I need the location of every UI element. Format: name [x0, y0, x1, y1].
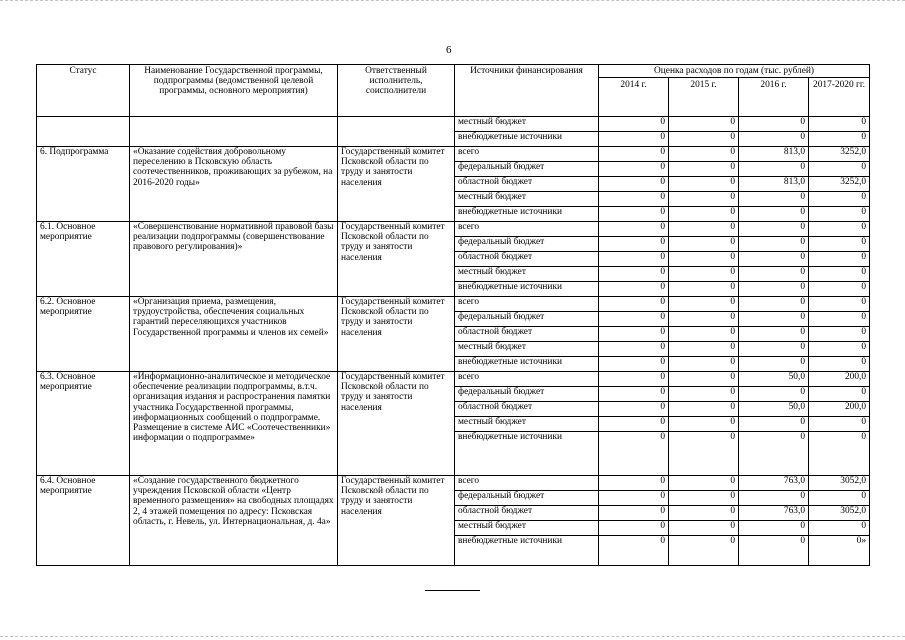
cell-executor: Государственный комитет Псковской области по труду и занятости населения — [338, 297, 455, 372]
cell-value: 0 — [669, 387, 739, 402]
cell-value: 0 — [599, 491, 669, 506]
cell-source: всего — [455, 476, 599, 491]
cell-value: 0 — [809, 432, 870, 476]
cell-value: 0 — [599, 521, 669, 536]
scan-edge-bottom — [0, 636, 905, 640]
cell-value: 0 — [739, 417, 809, 432]
cell-value: 0 — [669, 491, 739, 506]
cell-name — [130, 117, 338, 147]
cell-value: 0 — [669, 312, 739, 327]
page-number: 6 — [446, 44, 452, 56]
table-row — [37, 372, 870, 387]
cell-value: 0 — [669, 237, 739, 252]
cell-status: 6.1. Основное мероприятие — [37, 222, 130, 297]
cell-source: внебюджетные источники — [455, 432, 599, 476]
cell-source: федеральный бюджет — [455, 387, 599, 402]
cell-value: 0 — [669, 222, 739, 237]
end-separator-line — [425, 590, 480, 591]
cell-value: 50,0 — [739, 402, 809, 417]
cell-value: 0 — [599, 402, 669, 417]
cell-status: 6. Подпрограмма — [37, 147, 130, 222]
cell-value: 0 — [669, 177, 739, 192]
cell-value: 0 — [669, 162, 739, 177]
cell-value: 0 — [669, 506, 739, 521]
cell-source: местный бюджет — [455, 342, 599, 357]
cell-value: 0 — [809, 357, 870, 372]
cell-source: федеральный бюджет — [455, 162, 599, 177]
cell-value: 0 — [599, 162, 669, 177]
cell-value: 0 — [739, 252, 809, 267]
cell-value: 50,0 — [739, 372, 809, 387]
cell-value: 0 — [739, 162, 809, 177]
cell-source: федеральный бюджет — [455, 491, 599, 506]
cell-value: 0 — [599, 222, 669, 237]
cell-value: 0 — [599, 297, 669, 312]
cell-value: 0 — [669, 192, 739, 207]
cell-value: 0 — [809, 267, 870, 282]
cell-value: 0 — [599, 177, 669, 192]
header-executor: Ответственный исполнитель, соисполнители — [338, 65, 455, 117]
table-row — [37, 476, 870, 491]
cell-value: 0 — [599, 506, 669, 521]
cell-value: 0 — [599, 282, 669, 297]
cell-value: 0 — [669, 132, 739, 147]
scan-edge-top — [0, 0, 905, 4]
cell-value: 0 — [739, 342, 809, 357]
cell-value: 0 — [739, 222, 809, 237]
header-year-2015: 2015 г. — [669, 78, 739, 117]
cell-value: 200,0 — [809, 372, 870, 387]
cell-name: «Организация приема, размещения, трудоустройства, обеспечения социальных гарантий переселяющихся участников Государственной программы и членов их семей» — [130, 297, 338, 372]
cell-value: 813,0 — [739, 147, 809, 162]
cell-source: областной бюджет — [455, 506, 599, 521]
cell-source: местный бюджет — [455, 267, 599, 282]
cell-value: 0 — [809, 162, 870, 177]
cell-value: 0 — [809, 327, 870, 342]
header-sources: Источники финансирования — [455, 65, 599, 117]
cell-value: 0 — [809, 491, 870, 506]
cell-executor: Государственный комитет Псковской области по труду и занятости населения — [338, 222, 455, 297]
cell-value: 0 — [809, 387, 870, 402]
cell-value: 0 — [809, 417, 870, 432]
cell-value: 0 — [809, 117, 870, 132]
cell-executor: Государственный комитет Псковской области по труду и занятости населения — [338, 476, 455, 566]
cell-value: 0 — [739, 237, 809, 252]
cell-value: 813,0 — [739, 177, 809, 192]
cell-name: «Совершенствование нормативной правовой базы реализации подпрограммы (совершенствование правового регулирования)» — [130, 222, 338, 297]
cell-value: 0 — [739, 207, 809, 222]
cell-value: 0 — [739, 282, 809, 297]
cell-value: 0 — [599, 372, 669, 387]
cell-value: 0 — [599, 476, 669, 491]
cell-value: 0 — [669, 536, 739, 566]
cell-name: «Информационно-аналитическое и методическое обеспечение реализации подпрограммы, в.т.ч. организация издания и распространения памятки участника Государственной программы, информационных сообщений о подпрограмме. Размещение в системе АИС «Соотечественники» информации о подпрограмме» — [130, 372, 338, 476]
cell-value: 0 — [669, 521, 739, 536]
cell-value: 0 — [669, 402, 739, 417]
cell-value: 0 — [809, 297, 870, 312]
cell-value: 0 — [739, 117, 809, 132]
cell-value: 3052,0 — [809, 506, 870, 521]
cell-source: местный бюджет — [455, 117, 599, 132]
cell-value: 3252,0 — [809, 147, 870, 162]
budget-table — [36, 64, 870, 566]
cell-value: 0 — [599, 117, 669, 132]
cell-value: 0 — [739, 432, 809, 476]
cell-value: 0 — [599, 132, 669, 147]
header-year-2017-2020: 2017-2020 гг. — [809, 78, 870, 117]
cell-status: 6.3. Основное мероприятие — [37, 372, 130, 476]
cell-value: 0 — [809, 237, 870, 252]
cell-value: 763,0 — [739, 476, 809, 491]
header-row — [37, 65, 870, 78]
cell-value: 0 — [669, 372, 739, 387]
cell-value: 0 — [669, 147, 739, 162]
header-status: Статус — [37, 65, 130, 117]
cell-executor: Государственный комитет Псковской области по труду и занятости населения — [338, 147, 455, 222]
cell-name: «Создание государственного бюджетного учреждения Псковской области «Центр временного размещения» на свободных площадях 2, 4 этажей помещения по адресу: Псковская область, г. Невель, ул. Интернациональная, д. 4а» — [130, 476, 338, 566]
table-row — [37, 147, 870, 162]
cell-value: 0 — [599, 252, 669, 267]
header-year-2016: 2016 г. — [739, 78, 809, 117]
cell-source: областной бюджет — [455, 177, 599, 192]
cell-value: 200,0 — [809, 402, 870, 417]
cell-value: 0 — [599, 432, 669, 476]
cell-value: 0 — [669, 282, 739, 297]
cell-source: всего — [455, 297, 599, 312]
cell-status — [37, 117, 130, 147]
cell-source: внебюджетные источники — [455, 536, 599, 566]
cell-value: 0 — [669, 297, 739, 312]
cell-value: 0 — [599, 192, 669, 207]
cell-value: 0 — [739, 357, 809, 372]
cell-value: 0 — [599, 147, 669, 162]
cell-value: 0 — [809, 132, 870, 147]
table-row — [37, 297, 870, 312]
cell-source: внебюджетные источники — [455, 132, 599, 147]
table-row — [37, 117, 870, 132]
cell-value: 0 — [599, 267, 669, 282]
cell-source: внебюджетные источники — [455, 282, 599, 297]
cell-value: 0 — [739, 387, 809, 402]
cell-source: всего — [455, 147, 599, 162]
cell-source: областной бюджет — [455, 402, 599, 417]
header-year-2014: 2014 г. — [599, 78, 669, 117]
cell-value: 0 — [739, 192, 809, 207]
cell-value: 0 — [739, 267, 809, 282]
cell-value: 0 — [669, 117, 739, 132]
cell-value: 0 — [739, 132, 809, 147]
cell-value: 0 — [739, 491, 809, 506]
cell-value: 0 — [739, 327, 809, 342]
cell-source: местный бюджет — [455, 521, 599, 536]
cell-source: всего — [455, 222, 599, 237]
cell-executor — [338, 117, 455, 147]
cell-value: 3052,0 — [809, 476, 870, 491]
cell-value: 0 — [739, 297, 809, 312]
cell-value: 0 — [809, 342, 870, 357]
cell-value: 0» — [809, 536, 870, 566]
cell-value: 0 — [669, 342, 739, 357]
cell-source: федеральный бюджет — [455, 237, 599, 252]
cell-value: 0 — [599, 342, 669, 357]
cell-value: 0 — [809, 252, 870, 267]
cell-value: 0 — [599, 207, 669, 222]
cell-source: областной бюджет — [455, 252, 599, 267]
cell-value: 0 — [809, 521, 870, 536]
cell-status: 6.4. Основное мероприятие — [37, 476, 130, 566]
cell-value: 0 — [809, 312, 870, 327]
cell-source: внебюджетные источники — [455, 207, 599, 222]
cell-source: областной бюджет — [455, 327, 599, 342]
cell-source: федеральный бюджет — [455, 312, 599, 327]
cell-value: 0 — [809, 192, 870, 207]
cell-value: 0 — [739, 312, 809, 327]
header-name: Наименование Государственной программы, подпрограммы (ведомственной целевой программы, основного мероприятия) — [130, 65, 338, 117]
cell-value: 0 — [669, 357, 739, 372]
cell-value: 0 — [599, 327, 669, 342]
cell-value: 0 — [669, 252, 739, 267]
cell-name: «Оказание содействия добровольному переселению в Псковскую область соотечественников, проживающих за рубежом, на 2016-2020 годы» — [130, 147, 338, 222]
cell-value: 0 — [739, 521, 809, 536]
cell-value: 0 — [669, 327, 739, 342]
cell-source: местный бюджет — [455, 417, 599, 432]
cell-value: 0 — [809, 222, 870, 237]
cell-source: всего — [455, 372, 599, 387]
cell-value: 0 — [599, 536, 669, 566]
table-row — [37, 222, 870, 237]
header-estimate: Оценка расходов по годам (тыс. рублей) — [599, 65, 870, 78]
cell-value: 0 — [669, 476, 739, 491]
cell-value: 0 — [599, 237, 669, 252]
cell-status: 6.2. Основное мероприятие — [37, 297, 130, 372]
cell-value: 0 — [669, 267, 739, 282]
cell-source: местный бюджет — [455, 192, 599, 207]
cell-source: внебюджетные источники — [455, 357, 599, 372]
cell-value: 0 — [809, 207, 870, 222]
cell-value: 0 — [599, 387, 669, 402]
cell-value: 0 — [599, 312, 669, 327]
cell-value: 0 — [669, 207, 739, 222]
cell-value: 3252,0 — [809, 177, 870, 192]
cell-value: 0 — [669, 417, 739, 432]
cell-value: 763,0 — [739, 506, 809, 521]
cell-value: 0 — [599, 357, 669, 372]
cell-value: 0 — [669, 432, 739, 476]
cell-value: 0 — [809, 282, 870, 297]
cell-executor: Государственный комитет Псковской области по труду и занятости населения — [338, 372, 455, 476]
cell-value: 0 — [739, 536, 809, 566]
cell-value: 0 — [599, 417, 669, 432]
